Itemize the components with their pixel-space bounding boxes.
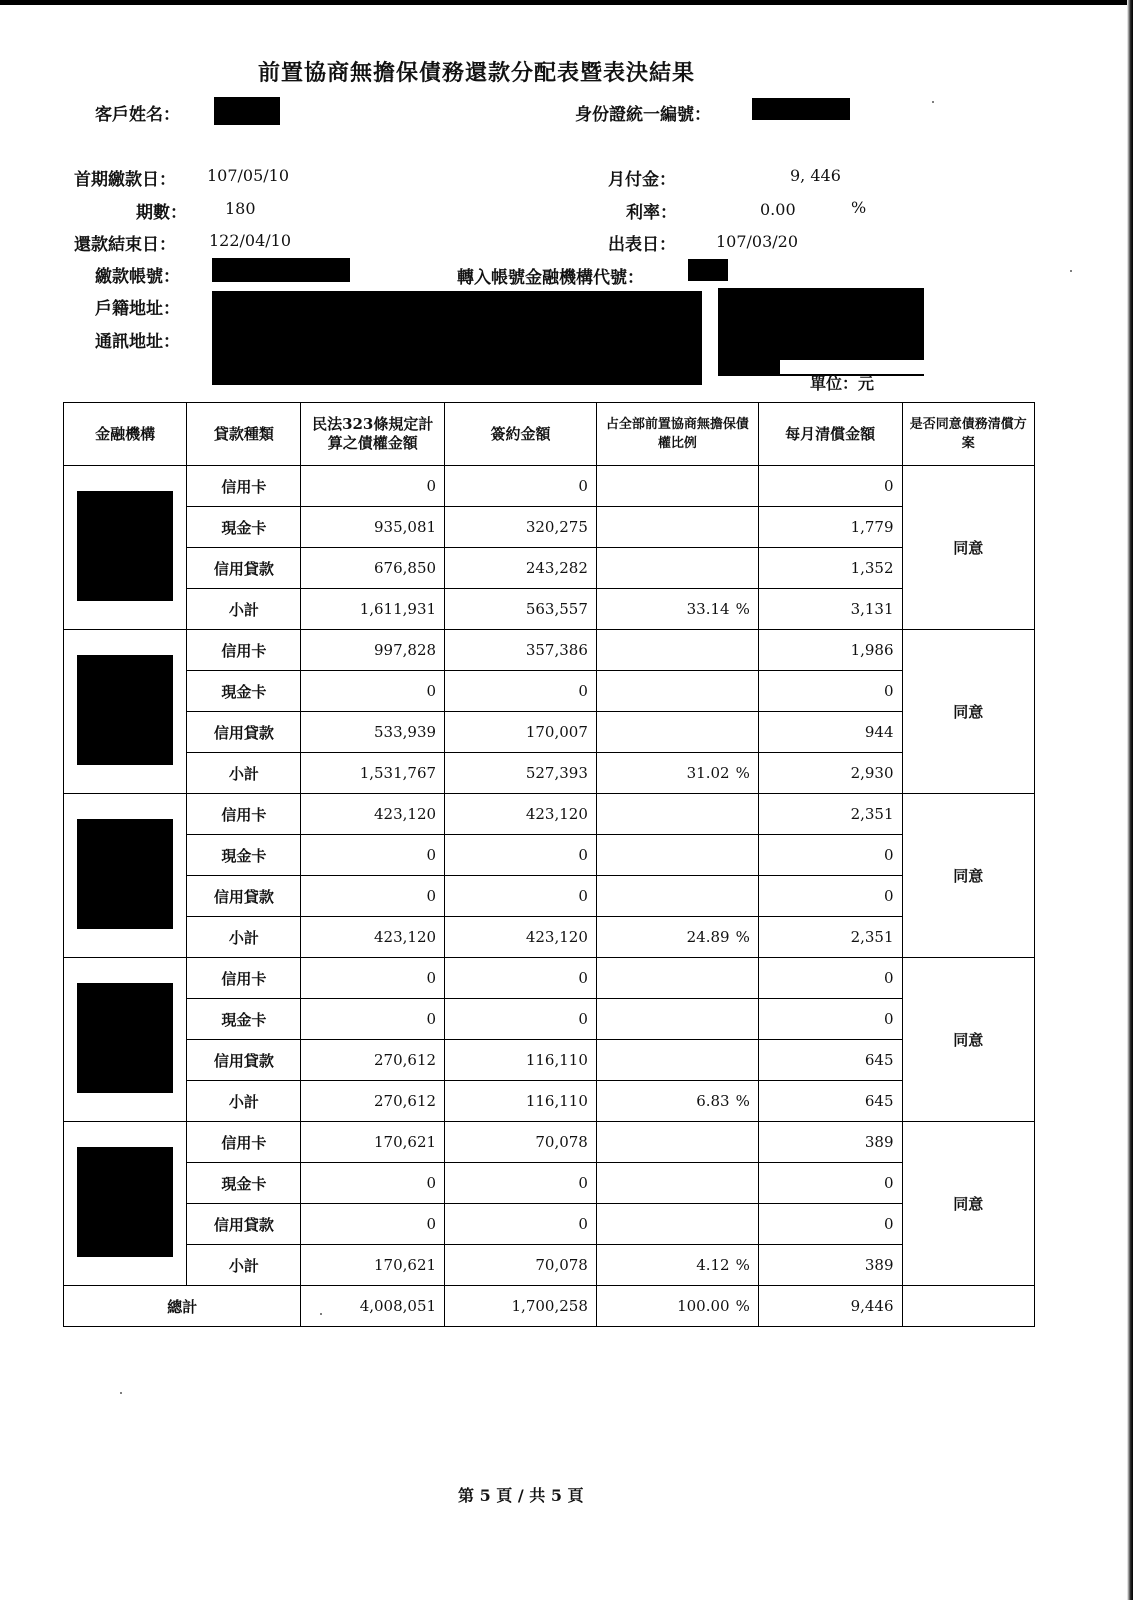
percent-sign: % (735, 764, 750, 782)
claim-amount-cell: 1,531,767 (301, 753, 445, 794)
table-row (64, 958, 1035, 999)
claim-amount-cell: 170,621 (301, 1122, 445, 1163)
monthly-amount-cell: 645 (758, 1081, 902, 1122)
monthly-amount-cell: 0 (758, 999, 902, 1040)
customer-name-label: 客戶姓名： (95, 105, 180, 125)
claim-amount-cell: 533,939 (301, 712, 445, 753)
ratio-cell (596, 712, 758, 753)
percent-sign: % (735, 1297, 750, 1315)
claim-amount-cell: 1,611,931 (301, 589, 445, 630)
table-row (64, 671, 1035, 712)
monthly-amount-cell: 0 (758, 466, 902, 507)
contract-amount-cell: 116,110 (445, 1081, 597, 1122)
ratio-value: 33.14 (686, 600, 730, 618)
ratio-cell (596, 1163, 758, 1204)
first-payment-value: 107/05/10 (207, 166, 290, 185)
ratio-cell (596, 1040, 758, 1081)
unit-label-cover (780, 360, 930, 374)
total-contract: 1,700,258 (445, 1286, 597, 1327)
interest-label: 利率： (626, 203, 677, 223)
table-row (64, 1163, 1035, 1204)
table-row (64, 548, 1035, 589)
monthly-payment-value: 9, 446 (790, 166, 841, 185)
ratio-cell (596, 507, 758, 548)
monthly-amount-cell: 0 (758, 671, 902, 712)
table-row (64, 466, 1035, 507)
loan-type-cell: 現金卡 (187, 507, 301, 548)
ratio-cell (596, 1122, 758, 1163)
ratio-cell (596, 917, 758, 958)
ratio-cell (596, 999, 758, 1040)
subtotal-row (64, 917, 1035, 958)
claim-amount-cell: 0 (301, 999, 445, 1040)
total-row (64, 1286, 1035, 1327)
monthly-amount-cell: 2,351 (758, 917, 902, 958)
header-ratio: 占全部前置協商無擔保債權比例 (596, 403, 758, 466)
claim-amount-cell: 170,621 (301, 1245, 445, 1286)
contract-amount-cell: 0 (445, 466, 597, 507)
table-row (64, 507, 1035, 548)
monthly-amount-cell: 389 (758, 1245, 902, 1286)
page-footer: 第 5 頁 / 共 5 頁 (458, 1486, 584, 1505)
contract-amount-cell: 0 (445, 999, 597, 1040)
monthly-amount-cell: 0 (758, 876, 902, 917)
agree-status-cell: 同意 (902, 958, 1034, 1122)
first-payment-label: 首期繳款日： (74, 170, 176, 190)
contract-amount-cell: 423,120 (445, 794, 597, 835)
loan-type-cell: 信用卡 (187, 466, 301, 507)
loan-type-cell: 小計 (187, 1081, 301, 1122)
claim-amount-cell: 270,612 (301, 1081, 445, 1122)
monthly-amount-cell: 0 (758, 835, 902, 876)
percent-sign: % (735, 928, 750, 946)
percent-sign: % (735, 1092, 750, 1110)
loan-type-cell: 小計 (187, 589, 301, 630)
monthly-amount-cell: 645 (758, 1040, 902, 1081)
subtotal-row (64, 1081, 1035, 1122)
contract-amount-cell: 0 (445, 876, 597, 917)
ratio-value: 24.89 (686, 928, 730, 946)
household-address-label: 戶籍地址： (95, 299, 180, 319)
id-number-redaction (752, 98, 850, 120)
loan-type-cell: 小計 (187, 753, 301, 794)
loan-type-cell: 信用卡 (187, 958, 301, 999)
ratio-cell (596, 671, 758, 712)
monthly-amount-cell: 0 (758, 1163, 902, 1204)
issue-date-value: 107/03/20 (716, 232, 799, 251)
claim-amount-cell: 676,850 (301, 548, 445, 589)
scan-edge-right (1127, 0, 1133, 1600)
contract-amount-cell: 0 (445, 835, 597, 876)
mailing-address-label: 通訊地址： (95, 332, 180, 352)
scan-speck (320, 1313, 322, 1315)
table-row (64, 1122, 1035, 1163)
ratio-cell (596, 876, 758, 917)
end-date-label: 還款結束日： (74, 235, 176, 255)
ratio-value: 31.02 (686, 764, 730, 782)
institution-redaction (77, 491, 173, 601)
ratio-cell (596, 958, 758, 999)
loan-type-cell: 現金卡 (187, 835, 301, 876)
percent-sign: % (735, 1256, 750, 1274)
ratio-cell (596, 466, 758, 507)
subtotal-row (64, 753, 1035, 794)
payment-account-redaction (212, 258, 350, 282)
table-row (64, 630, 1035, 671)
total-ratio (596, 1286, 758, 1327)
claim-amount-cell: 0 (301, 671, 445, 712)
loan-type-cell: 信用貸款 (187, 1204, 301, 1245)
subtotal-row (64, 589, 1035, 630)
agree-status-cell: 同意 (902, 794, 1034, 958)
loan-type-cell: 現金卡 (187, 999, 301, 1040)
total-label: 總計 (64, 1286, 301, 1327)
interest-unit: % (851, 198, 867, 217)
customer-name-redaction (214, 97, 280, 125)
claim-amount-cell: 0 (301, 876, 445, 917)
table-row (64, 794, 1035, 835)
agree-status-cell: 同意 (902, 1122, 1034, 1286)
table-row (64, 835, 1035, 876)
claim-amount-cell: 423,120 (301, 917, 445, 958)
table-row (64, 1204, 1035, 1245)
loan-type-cell: 小計 (187, 917, 301, 958)
total-claim: 4,008,051 (301, 1286, 445, 1327)
institution-cell (64, 466, 187, 630)
monthly-amount-cell: 0 (758, 1204, 902, 1245)
contract-amount-cell: 243,282 (445, 548, 597, 589)
header-institution: 金融機構 (64, 403, 187, 466)
interest-value: 0.00 (760, 200, 796, 219)
periods-value: 180 (225, 199, 256, 218)
header-loan-type: 貸款種類 (187, 403, 301, 466)
claim-amount-cell: 270,612 (301, 1040, 445, 1081)
monthly-amount-cell: 1,352 (758, 548, 902, 589)
contract-amount-cell: 170,007 (445, 712, 597, 753)
header-claim-amount: 民法323條規定計算之債權金額 (301, 403, 445, 466)
claim-amount-cell: 935,081 (301, 507, 445, 548)
loan-type-cell: 信用貸款 (187, 712, 301, 753)
percent-sign: % (735, 600, 750, 618)
table-row (64, 712, 1035, 753)
monthly-amount-cell: 2,351 (758, 794, 902, 835)
id-number-label: 身份證統一編號： (575, 105, 711, 125)
contract-amount-cell: 527,393 (445, 753, 597, 794)
claim-amount-cell: 0 (301, 958, 445, 999)
contract-amount-cell: 0 (445, 671, 597, 712)
ratio-cell (596, 1204, 758, 1245)
loan-type-cell: 信用貸款 (187, 876, 301, 917)
loan-type-cell: 現金卡 (187, 671, 301, 712)
claim-amount-cell: 423,120 (301, 794, 445, 835)
address-redaction-left (212, 291, 702, 385)
contract-amount-cell: 0 (445, 1163, 597, 1204)
total-monthly: 9,446 (758, 1286, 902, 1327)
contract-amount-cell: 423,120 (445, 917, 597, 958)
institution-cell (64, 794, 187, 958)
loan-type-cell: 信用貸款 (187, 548, 301, 589)
header-monthly: 每月清償金額 (758, 403, 902, 466)
claim-amount-cell: 0 (301, 1204, 445, 1245)
loan-type-cell: 信用貸款 (187, 1040, 301, 1081)
ratio-cell (596, 589, 758, 630)
loan-type-cell: 信用卡 (187, 1122, 301, 1163)
table-row (64, 876, 1035, 917)
table-row (64, 999, 1035, 1040)
ratio-cell (596, 794, 758, 835)
contract-amount-cell: 320,275 (445, 507, 597, 548)
contract-amount-cell: 0 (445, 958, 597, 999)
scan-edge-top (0, 0, 1133, 5)
payment-account-label: 繳款帳號： (95, 267, 180, 287)
contract-amount-cell: 357,386 (445, 630, 597, 671)
ratio-cell (596, 835, 758, 876)
scan-speck (1070, 270, 1072, 272)
ratio-cell (596, 630, 758, 671)
ratio-cell (596, 1245, 758, 1286)
claim-amount-cell: 997,828 (301, 630, 445, 671)
allocation-table (63, 402, 1035, 1327)
table-row (64, 1040, 1035, 1081)
monthly-amount-cell: 1,779 (758, 507, 902, 548)
ratio-cell (596, 548, 758, 589)
institution-cell (64, 630, 187, 794)
periods-label: 期數： (136, 203, 187, 223)
loan-type-cell: 現金卡 (187, 1163, 301, 1204)
institution-redaction (77, 983, 173, 1093)
institution-cell (64, 1122, 187, 1286)
document-title: 前置協商無擔保債務還款分配表暨表決結果 (258, 60, 696, 86)
ratio-cell (596, 1081, 758, 1122)
monthly-amount-cell: 2,930 (758, 753, 902, 794)
claim-amount-cell: 0 (301, 1163, 445, 1204)
header-contract-amount: 簽約金額 (445, 403, 597, 466)
scan-speck (932, 101, 934, 103)
agree-status-cell: 同意 (902, 630, 1034, 794)
unit-label: 單位：元 (810, 374, 875, 393)
institution-redaction (77, 655, 173, 765)
ratio-value: 6.83 (696, 1092, 730, 1110)
table-header-row (64, 403, 1035, 466)
loan-type-cell: 信用卡 (187, 794, 301, 835)
monthly-amount-cell: 3,131 (758, 589, 902, 630)
loan-type-cell: 信用卡 (187, 630, 301, 671)
issue-date-label: 出表日： (608, 235, 676, 255)
claim-amount-cell: 0 (301, 835, 445, 876)
contract-amount-cell: 563,557 (445, 589, 597, 630)
end-date-value: 122/04/10 (209, 231, 292, 250)
contract-amount-cell: 0 (445, 1204, 597, 1245)
total-ratio-value: 100.00 (677, 1297, 730, 1315)
scan-speck (120, 1392, 122, 1394)
contract-amount-cell: 70,078 (445, 1245, 597, 1286)
loan-type-cell: 小計 (187, 1245, 301, 1286)
contract-amount-cell: 70,078 (445, 1122, 597, 1163)
subtotal-row (64, 1245, 1035, 1286)
monthly-amount-cell: 944 (758, 712, 902, 753)
ratio-value: 4.12 (696, 1256, 730, 1274)
header-agree: 是否同意債務清償方案 (902, 403, 1034, 466)
transfer-bank-label: 轉入帳號金融機構代號： (457, 268, 644, 288)
institution-cell (64, 958, 187, 1122)
monthly-amount-cell: 0 (758, 958, 902, 999)
claim-amount-cell: 0 (301, 466, 445, 507)
monthly-payment-label: 月付金： (608, 170, 676, 190)
monthly-amount-cell: 1,986 (758, 630, 902, 671)
transfer-bank-redaction (688, 259, 728, 281)
monthly-amount-cell: 389 (758, 1122, 902, 1163)
institution-redaction (77, 1147, 173, 1257)
total-agree-empty (902, 1286, 1034, 1327)
agree-status-cell: 同意 (902, 466, 1034, 630)
institution-redaction (77, 819, 173, 929)
ratio-cell (596, 753, 758, 794)
contract-amount-cell: 116,110 (445, 1040, 597, 1081)
